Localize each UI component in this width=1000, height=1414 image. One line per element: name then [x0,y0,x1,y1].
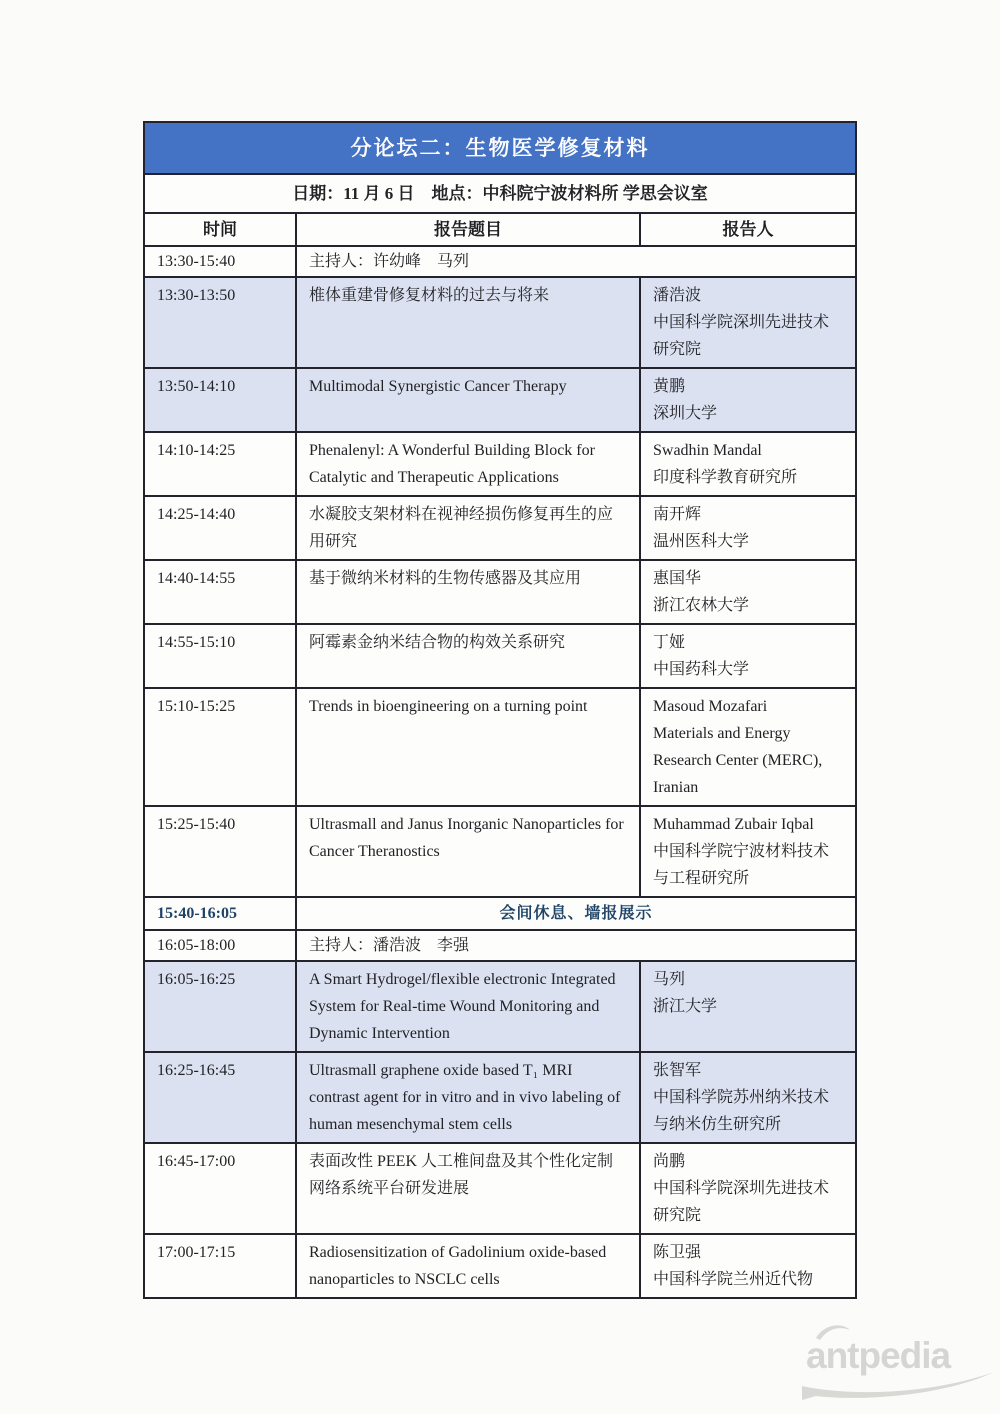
span-text-cell: 主持人：潘浩波 李强 [296,930,856,961]
time-cell: 14:25-14:40 [144,496,296,560]
presenter-cell [640,1052,856,1143]
table-row [144,560,856,624]
forum-title: 分论坛二：生物医学修复材料 [144,122,856,174]
presenter-name: Masoud Mozafari [653,698,768,715]
antpedia-logo [798,1316,998,1402]
presenter-affiliation: 温州医科大学 [653,533,750,550]
talk-title-cell: Ultrasmall and Janus Inorganic Nanoparticles for Cancer Theranostics [296,806,640,897]
presenter-cell [640,1234,856,1298]
presenter-affiliation: 浙江大学 [653,998,718,1015]
time-cell: 17:00-17:15 [144,1234,296,1298]
talk-title-cell: 表面改性 PEEK 人工椎间盘及其个性化定制网络系统平台研发进展 [296,1143,640,1234]
column-header-time: 时间 [144,213,296,246]
presenter-name: 张智军 [653,1062,702,1079]
column-header-presenter: 报告人 [640,213,856,246]
table-row [144,1052,856,1143]
table-row [144,496,856,560]
presenter-affiliation: 中国科学院兰州近代物 [653,1271,814,1288]
time-cell: 15:10-15:25 [144,688,296,806]
talk-title-cell: Ultrasmall graphene oxide based T₁ MRI contrast agent for in vitro and in vivo labeling of human mesenchymal stem cells [296,1052,640,1143]
presenter-name: 陈卫强 [653,1244,702,1261]
table-row [144,930,856,961]
time-cell: 16:45-17:00 [144,1143,296,1234]
table-row [144,624,856,688]
table-row [144,432,856,496]
table-row [144,1234,856,1298]
schedule-body [144,246,856,1298]
presenter-cell [640,961,856,1052]
presenter-cell [640,368,856,432]
time-cell: 14:40-14:55 [144,560,296,624]
presenter-cell [640,688,856,806]
presenter-name: 丁娅 [653,634,686,651]
presenter-name: 南开辉 [653,506,702,523]
talk-title-cell: Radiosensitization of Gadolinium oxide-based nanoparticles to NSCLC cells [296,1234,640,1298]
time-cell: 15:40-16:05 [144,897,296,930]
conference-program-sheet [143,121,855,1299]
presenter-name: 马列 [653,971,686,988]
table-row [144,688,856,806]
time-cell: 14:10-14:25 [144,432,296,496]
presenter-name: 尚鹏 [653,1153,686,1170]
time-cell: 16:05-16:25 [144,961,296,1052]
presenter-affiliation: 中国药科大学 [653,661,750,678]
talk-title-cell: 阿霉素金纳米结合物的构效关系研究 [296,624,640,688]
presenter-affiliation: 中国科学院深圳先进技术研究院 [653,314,830,358]
table-row [144,1143,856,1234]
watermark-bottom-swoosh [802,1372,994,1400]
presenter-cell [640,624,856,688]
schedule-table [143,121,857,1299]
time-cell: 16:25-16:45 [144,1052,296,1143]
presenter-affiliation: 深圳大学 [653,405,718,422]
presenter-cell [640,277,856,368]
presenter-affiliation: Materials and Energy Research Center (MERC), Iranian [653,725,823,796]
talk-title-cell: A Smart Hydrogel/flexible electronic Integrated System for Real-time Wound Monitoring and Dynamic Intervention [296,961,640,1052]
table-row [144,806,856,897]
span-text-cell: 主持人：许幼峰 马列 [296,246,856,277]
presenter-cell [640,432,856,496]
presenter-cell [640,1143,856,1234]
column-header-row [144,213,856,246]
presenter-affiliation: 中国科学院宁波材料技术与工程研究所 [653,843,830,887]
time-cell: 13:30-15:40 [144,246,296,277]
presenter-cell [640,496,856,560]
forum-banner-row [144,122,856,174]
presenter-name: Muhammad Zubair Iqbal [653,816,814,833]
presenter-cell [640,560,856,624]
presenter-cell [640,806,856,897]
time-cell: 13:30-13:50 [144,277,296,368]
span-text-cell: 会间休息、墙报展示 [296,897,856,930]
presenter-affiliation: 浙江农林大学 [653,597,750,614]
talk-title-cell: Trends in bioengineering on a turning point [296,688,640,806]
presenter-name: 惠国华 [653,570,702,587]
talk-title-cell: 水凝胶支架材料在视神经损伤修复再生的应用研究 [296,496,640,560]
table-row [144,961,856,1052]
time-cell: 13:50-14:10 [144,368,296,432]
antpedia-watermark [798,1316,998,1402]
column-header-title: 报告题目 [296,213,640,246]
talk-title-cell: Phenalenyl: A Wonderful Building Block for Catalytic and Therapeutic Applications [296,432,640,496]
dateline-row [144,174,856,213]
talk-title-cell: 椎体重建骨修复材料的过去与将来 [296,277,640,368]
time-cell: 16:05-18:00 [144,930,296,961]
table-row [144,277,856,368]
time-cell: 14:55-15:10 [144,624,296,688]
presenter-name: 潘浩波 [653,287,702,304]
talk-title-cell: 基于微纳米材料的生物传感器及其应用 [296,560,640,624]
presenter-affiliation: 印度科学教育研究所 [653,469,798,486]
table-row [144,897,856,930]
presenter-affiliation: 中国科学院苏州纳米技术与纳米仿生研究所 [653,1089,830,1133]
talk-title-cell: Multimodal Synergistic Cancer Therapy [296,368,640,432]
presenter-affiliation: 中国科学院深圳先进技术研究院 [653,1180,830,1224]
presenter-name: 黄鹏 [653,378,686,395]
time-cell: 15:25-15:40 [144,806,296,897]
table-row [144,368,856,432]
date-location: 日期：11 月 6 日 地点：中科院宁波材料所 学思会议室 [144,174,856,213]
watermark-text: antpedia [806,1335,951,1376]
table-row [144,246,856,277]
presenter-name: Swadhin Mandal [653,442,762,459]
